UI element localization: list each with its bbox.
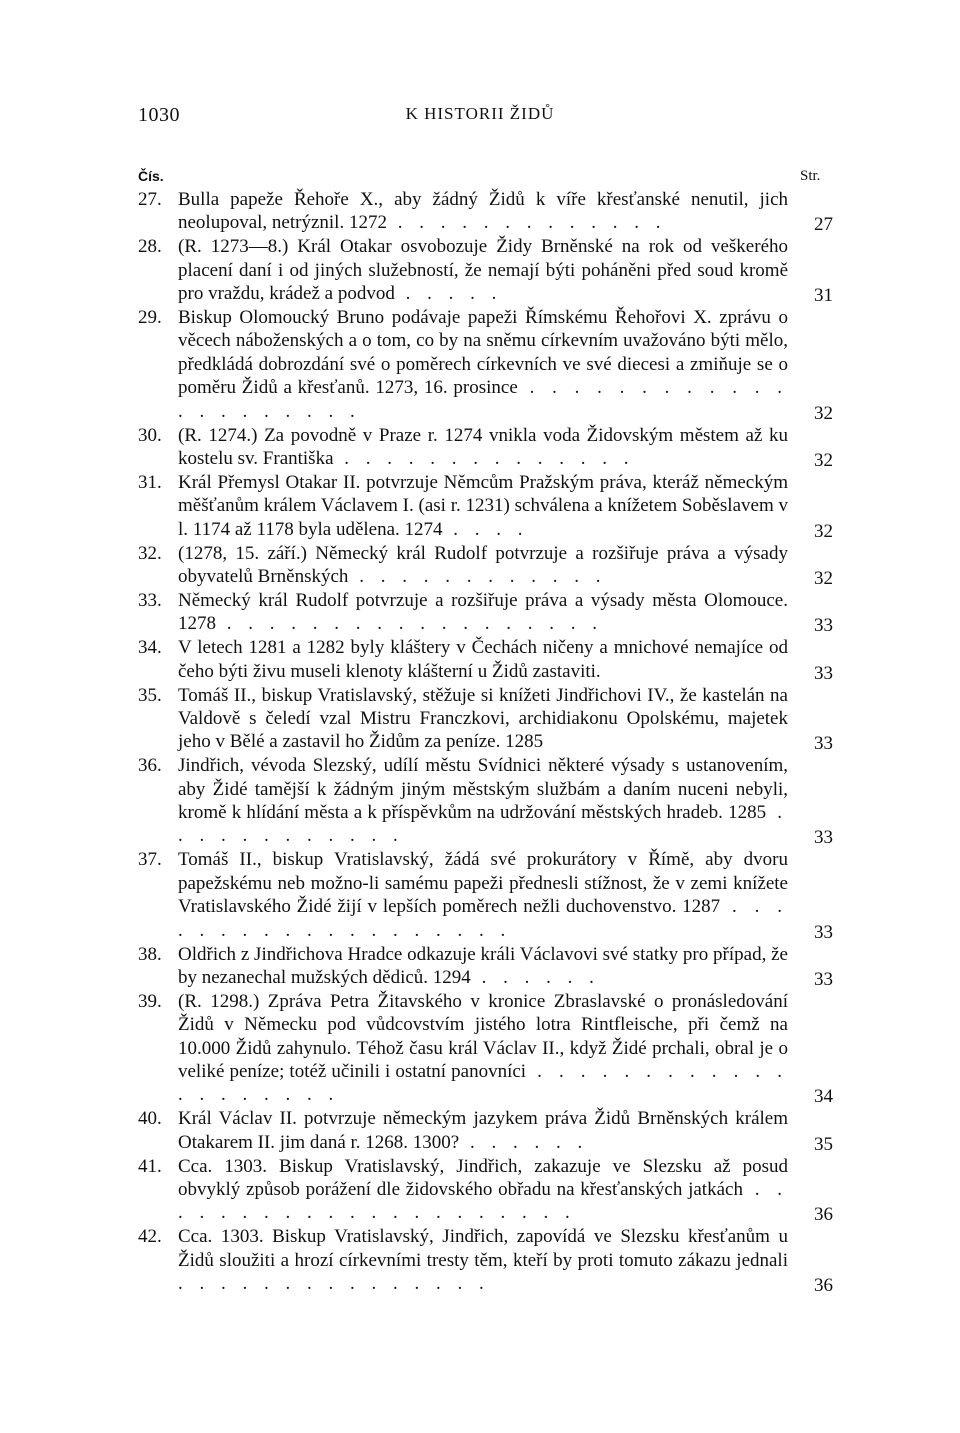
entry-page: 31 bbox=[814, 285, 833, 307]
entry-number: 37. bbox=[138, 849, 162, 871]
entry-text: (R. 1273—8.) Král Otakar osvobozuje Židy Brněnské na rok od veškerého placení daní i od jiných služebností, že nemají býti poháněni před soud kromě pro vraždu, krádež a podvod bbox=[178, 236, 788, 305]
entry-number: 42. bbox=[138, 1226, 162, 1248]
leader-dots: . . . . bbox=[442, 518, 529, 540]
leader-dots: . . . . . . . . . . . . bbox=[348, 566, 607, 587]
contents-entry bbox=[138, 235, 833, 305]
contents-entry bbox=[138, 589, 833, 636]
contents-entry bbox=[138, 542, 833, 589]
entry-page: 34 bbox=[814, 1086, 833, 1108]
contents-entry bbox=[138, 471, 833, 541]
contents-entry bbox=[138, 636, 833, 683]
contents-list bbox=[138, 188, 833, 1296]
entry-text: Král Přemysl Otakar II. potvrzuje Němcům Pražským práva, kteráž německým měšťanům králem Václavem I. (asi r. 1231) schválena a knížetem Soběslavem v l. 1174 až 1178 byla udělena. 1274 bbox=[178, 471, 788, 540]
leader-dots: . . . . . . . . . . . . . . . . . . . . . bbox=[178, 377, 789, 422]
entry-text: Cca. 1303. Biskup Vratislavský, Jindřich, zapovídá ve Slezsku křesťanům u Židů sloužiti a hrozí církevními tresty těm, kteří by proti tomuto zákazu jednali bbox=[178, 1226, 788, 1271]
contents-entry bbox=[138, 1225, 833, 1295]
contents-entry bbox=[138, 990, 833, 1107]
column-label-number: Čís. bbox=[138, 168, 164, 184]
entry-text: Jindřich, vévoda Slezský, udílí městu Svídnici některé výsady s ustanovením, aby Židé tamější k žádným jiným městským službám a daním nuceni nebyli, kromě k hlídání města a k příspěvkům na udržování městských hradeb. 1285 bbox=[178, 755, 788, 824]
entry-number: 31. bbox=[138, 471, 162, 493]
entry-page: 32 bbox=[814, 520, 833, 542]
entry-number: 35. bbox=[138, 684, 162, 706]
entry-page: 35 bbox=[814, 1133, 833, 1155]
entry-text: Biskup Olomoucký Bruno podávaje papeži Římskému Řehořovi X. zprávu o věcech náboženských a o tom, co by na sněmu církevním uvažováno býti mělo, předkládá dobrozdání své o poměrech církevních ve své diecesi a zmiňuje se o poměru Židů a křesťanů. 1273, 16. prosince bbox=[178, 307, 788, 399]
contents-entry bbox=[138, 1155, 833, 1225]
leader-dots: . . . . . . . . . . . . bbox=[178, 802, 789, 847]
contents-entry bbox=[138, 424, 833, 471]
entry-page: 27 bbox=[814, 214, 833, 236]
contents-entry bbox=[138, 848, 833, 942]
entry-number: 29. bbox=[138, 307, 162, 329]
entry-page: 33 bbox=[814, 968, 833, 990]
entry-number: 36. bbox=[138, 755, 162, 777]
entry-number: 41. bbox=[138, 1155, 162, 1177]
leader-dots: . . . . . bbox=[394, 283, 503, 305]
entry-text: Německý král Rudolf potvrzuje a rozšiřuje práva a výsady města Olomouce. 1278 bbox=[178, 589, 788, 635]
entry-page: 32 bbox=[814, 402, 833, 424]
leader-dots: . . . . . . . . . . . . . . bbox=[333, 447, 635, 469]
leader-dots: . . . . . . . . . . . . . . . bbox=[178, 1273, 490, 1295]
entry-text: (1278, 15. září.) Německý král Rudolf potvrzuje a rozšiřuje práva a výsady obyvatelů Brněnských bbox=[178, 542, 788, 587]
entry-text: (R. 1298.) Zpráva Petra Žitavského v kronice Zbraslavské o pronásledování Židů v Německu pod vůdcovstvím jistého lotra Rintfleische, při čemž na 10.000 Židů zahynulo. Téhož času král Václav II., když Židé prchali, obral je o veliké peníze; totéž učinili i ostatní panovníci bbox=[178, 990, 788, 1083]
entry-text: (R. 1274.) Za povodně v Praze r. 1274 vnikla voda Židovským městem až ku kostelu sv. Františka bbox=[178, 424, 788, 469]
entry-page: 33 bbox=[814, 662, 833, 684]
contents-entry bbox=[138, 684, 833, 754]
leader-dots: . . . . . . . . . . . . . . . . . . . bbox=[178, 896, 788, 941]
entry-number: 28. bbox=[138, 236, 162, 258]
entry-text: Tomáš II., biskup Vratislavský, stěžuje si knížeti Jindřichovi IV., že kastelán na Valdově s čeledí vzal Mistru Franczkovi, archidiakonu Opolskému, majetek jeho v Bělé a zastavil ho Židům za peníze. 1285 bbox=[178, 684, 788, 753]
leader-dots: . . . . . . . . . . . . . . . . . . . . . bbox=[178, 1179, 788, 1224]
leader-dots: . . . . . . bbox=[459, 1131, 589, 1153]
contents-entry bbox=[138, 188, 833, 235]
leader-dots: . . . . . . . . . . . . . . . . . . bbox=[216, 613, 603, 635]
leader-dots: . . . . . . bbox=[470, 966, 600, 988]
contents-entry bbox=[138, 306, 833, 423]
page-number: 1030 bbox=[138, 104, 180, 126]
contents-entry bbox=[138, 1107, 833, 1154]
entry-number: 32. bbox=[138, 542, 162, 564]
entry-page: 33 bbox=[814, 921, 833, 943]
entry-text: Král Václav II. potvrzuje německým jazykem práva Židů Brněnských králem Otakarem II. jim daná r. 1268. 1300? bbox=[178, 1108, 788, 1153]
entry-number: 40. bbox=[138, 1108, 162, 1130]
entry-text: Tomáš II., biskup Vratislavský, žádá své prokurátory v Římě, aby dvoru papežskému neb možno-li samému papeži přednesli stížnost, že v zemi knížete Vratislavského Židé žijí v lepších poměrech nežli duchovenstvo. 1287 bbox=[178, 849, 788, 918]
entry-number: 27. bbox=[138, 189, 162, 210]
column-label-page: Str. bbox=[800, 168, 821, 184]
entry-number: 34. bbox=[138, 637, 162, 659]
contents-entry bbox=[138, 754, 833, 848]
entry-page: 36 bbox=[814, 1204, 833, 1226]
entry-number: 30. bbox=[138, 424, 162, 446]
entry-number: 39. bbox=[138, 990, 162, 1012]
entry-page: 32 bbox=[814, 568, 833, 589]
entry-page: 32 bbox=[814, 449, 833, 471]
running-title: K HISTORII ŽIDŮ bbox=[405, 104, 555, 123]
entry-number: 33. bbox=[138, 589, 162, 611]
entry-text: V letech 1281 a 1282 byly kláštery v Čechách ničeny a mnichové nemajíce od čeho býti živu museli klenoty klášterní u Židů zastaviti. bbox=[178, 637, 788, 682]
entry-text: Bulla papeže Řehoře X., aby žádný Židů k víře křesťanské nenutil, jich neolupoval, netrýznil. 1272 bbox=[178, 189, 788, 234]
entry-text: Oldřich z Jindřichova Hradce odkazuje králi Václavovi své statky pro případ, že by nezanechal mužských dědiců. 1294 bbox=[178, 943, 788, 988]
entry-page: 33 bbox=[814, 733, 833, 755]
entry-page: 33 bbox=[814, 615, 833, 637]
entry-page: 33 bbox=[814, 827, 833, 849]
entry-text: Cca. 1303. Biskup Vratislavský, Jindřich, zakazuje ve Slezsku až posud obvyklý způsob porážení dle židovského obřadu na křesťanských jatkách bbox=[178, 1155, 788, 1201]
leader-dots: . . . . . . . . . . . . . . . . . . . . bbox=[178, 1061, 788, 1106]
leader-dots: . . . . . . . . . . . . . bbox=[386, 212, 667, 234]
entry-number: 38. bbox=[138, 943, 162, 965]
entry-page: 36 bbox=[814, 1275, 833, 1297]
contents-entry bbox=[138, 943, 833, 990]
